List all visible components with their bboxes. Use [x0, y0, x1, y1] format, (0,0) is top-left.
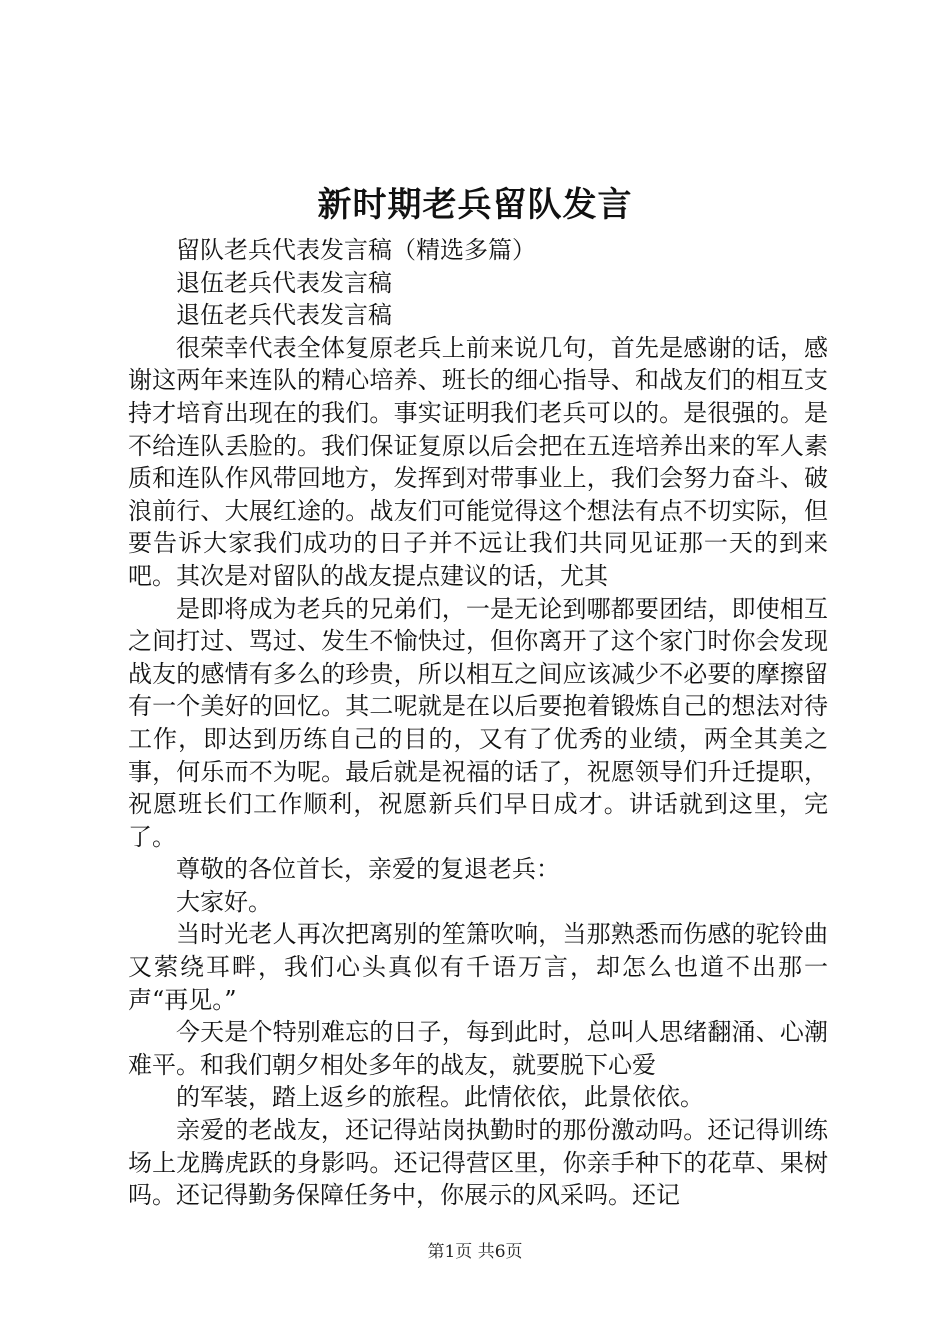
- document-title: 新时期老兵留队发言: [317, 185, 633, 225]
- paragraph-1: 留队老兵代表发言稿（精选多篇）: [176, 236, 536, 264]
- page-footer: 第1页 共6页: [427, 1242, 523, 1262]
- paragraph-10: 的军装，踏上返乡的旅程。此情依依，此景依依。: [176, 1083, 704, 1112]
- paragraph-2: 退伍老兵代表发言稿: [176, 268, 392, 297]
- paragraph-8: 当时光老人再次把离别的笙箫吹响，当那熟悉而伤感的驼铃曲又萦绕耳畔，我们心头真似有千语万言，却怎么也道不出那一声“再见。”: [128, 920, 828, 1014]
- paragraph-3: 退伍老兵代表发言稿: [176, 301, 392, 330]
- paragraph-11: 亲爱的老战友，还记得站岗执勤时的那份激动吗。还记得训练场上龙腾虎跃的身影吗。还记得营区里，你亲手种下的花草、果树吗。还记得勤务保障任务中，你展示的风采吗。还记: [128, 1116, 828, 1210]
- paragraph-4: 很荣幸代表全体复原老兵上前来说几句，首先是感谢的话，感谢这两年来连队的精心培养、班长的细心指导、和战友们的相互支持才培育出现在的我们。事实证明我们老兵可以的。是很强的。是不给连队丢脸的。我们保证复原以后会把在五连培养出来的军人素质和连队作风带回地方，发挥到对带事业上，我们会努力奋斗、破浪前行、大展红途的。战友们可能觉得这个想法有点不切实际，但要告诉大家我们成功的日子并不远让我们共同见证那一天的到来吧。其次是对留队的战友提点建议的话，尤其: [128, 333, 828, 590]
- paragraph-9: 今天是个特别难忘的日子，每到此时，总叫人思绪翻涌、心潮难平。和我们朝夕相处多年的战友，就要脱下心爱: [128, 1018, 828, 1079]
- document-body: [128, 234, 828, 1212]
- paragraph-5: 是即将成为老兵的兄弟们，一是无论到哪都要团结，即使相互之间打过、骂过、发生不愉快过，但你离开了这个家门时你会发现战友的感情有多么的珍贵，所以相互之间应该减少不必要的摩擦留有一个美好的回忆。其二呢就是在以后要抱着锻炼自己的想法对待工作，即达到历练自己的目的，又有了优秀的业绩，两全其美之事，何乐而不为呢。最后就是祝福的话了，祝愿领导们升迁提职，祝愿班长们工作顺利，祝愿新兵们早日成才。讲话就到这里，完了。: [128, 594, 828, 851]
- paragraph-6: 尊敬的各位首长，亲爱的复退老兵：: [176, 855, 560, 884]
- paragraph-7: 大家好。: [176, 887, 272, 916]
